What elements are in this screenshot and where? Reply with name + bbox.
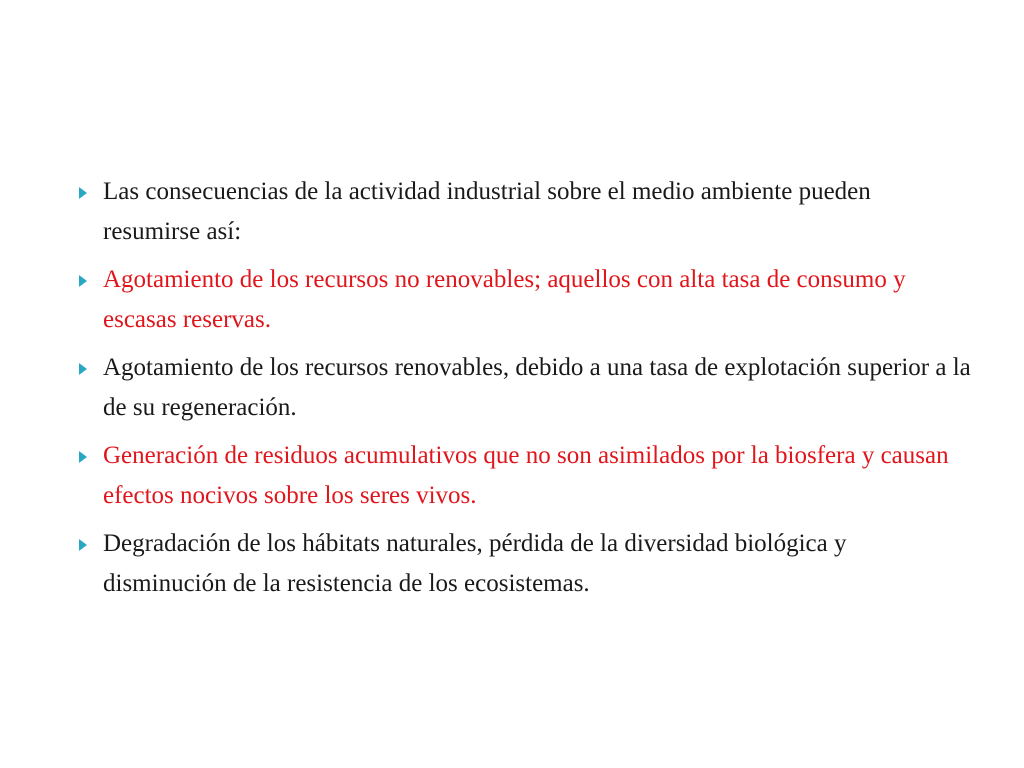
triangle-bullet-icon [79, 539, 87, 551]
bullet-text: Generación de residuos acumulativos que no son asimilados por la biosfera y causan efectos nocivos sobre los seres vivos. [103, 442, 949, 509]
bullet-text: Agotamiento de los recursos renovables, debido a una tasa de explotación superior a la de su regeneración. [103, 354, 971, 421]
triangle-bullet-icon [79, 363, 87, 375]
bullet-item-2 [72, 260, 972, 340]
bullet-text: Degradación de los hábitats naturales, pérdida de la diversidad biológica y disminución de la resistencia de los ecosistemas. [103, 530, 847, 597]
bullet-item-1 [72, 172, 972, 252]
bullet-item-5 [72, 524, 972, 604]
bullet-list [72, 172, 972, 612]
triangle-bullet-icon [79, 275, 87, 287]
triangle-bullet-icon [79, 451, 87, 463]
triangle-bullet-icon [79, 187, 87, 199]
bullet-text: Agotamiento de los recursos no renovables; aquellos con alta tasa de consumo y escasas reservas. [103, 266, 906, 333]
bullet-text: Las consecuencias de la actividad industrial sobre el medio ambiente pueden resumirse así: [103, 178, 871, 245]
bullet-item-4 [72, 436, 972, 516]
bullet-item-3 [72, 348, 972, 428]
